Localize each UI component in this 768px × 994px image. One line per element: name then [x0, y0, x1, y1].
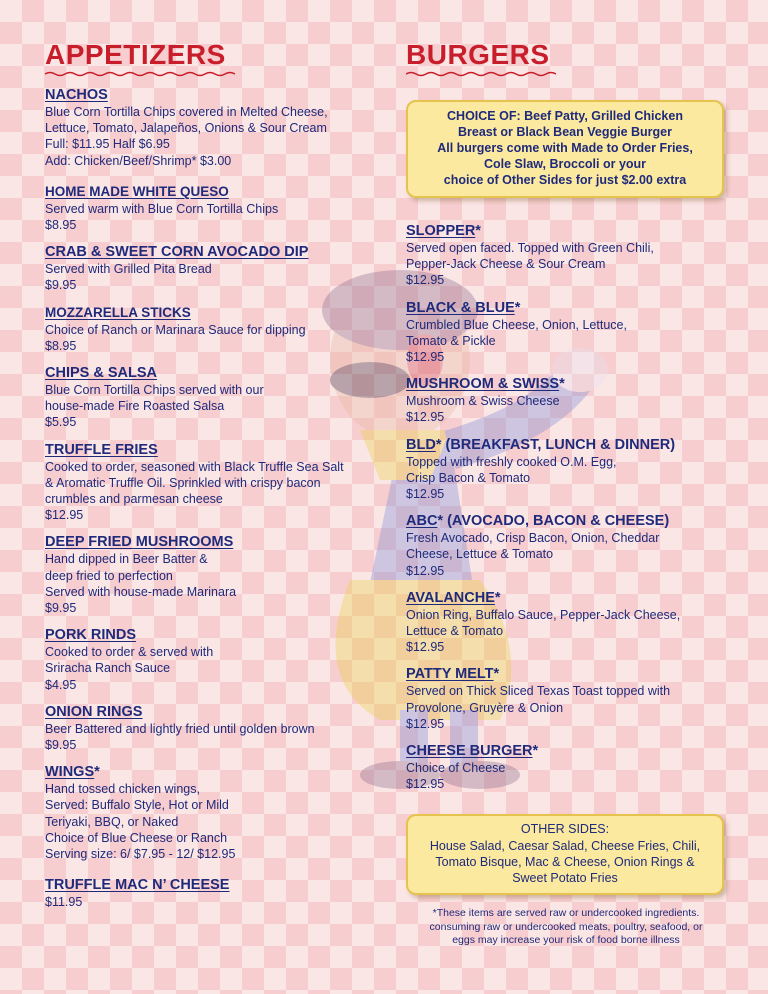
item-desc: $11.95	[45, 895, 83, 910]
menu-item-pork-rinds	[45, 626, 385, 693]
item-name-suffix: *	[514, 299, 521, 316]
item-name: PATTY MELT	[406, 666, 494, 683]
menu-item-white-queso	[45, 183, 385, 233]
item-name: CHIPS & SALSA	[45, 365, 157, 382]
menu-item-abc	[406, 512, 726, 579]
item-desc: Hand tossed chicken wings, Served: Buffalo Style, Hot or Mild Teriyaki, BBQ, or Naked Choice of Blue Cheese or Ranch Serving size: 6/ $7.95 - 12/ $12.95	[45, 782, 236, 862]
item-name-suffix: *	[559, 376, 565, 393]
item-desc: Fresh Avocado, Crisp Bacon, Onion, Cheddar Cheese, Lettuce & Tomato $12.95	[406, 531, 660, 578]
item-desc: Choice of Cheese $12.95	[406, 761, 506, 792]
item-desc: Blue Corn Tortilla Chips served with our house-made Fire Roasted Salsa $5.95	[45, 383, 264, 430]
item-name-suffix: *	[532, 743, 539, 760]
menu-item-onion-rings	[45, 703, 385, 753]
title-underline	[406, 71, 556, 77]
other-sides-box	[406, 814, 724, 895]
item-desc: Crumbled Blue Cheese, Onion, Lettuce, Tomato & Pickle $12.95	[406, 317, 627, 365]
item-desc: Cooked to order, seasoned with Black Truffle Sea Salt & Aromatic Truffle Oil. Sprinkled with crispy bacon crumbles and parmesan cheese $12.95	[45, 459, 344, 523]
item-name-suffix: *	[494, 589, 501, 606]
item-desc: Onion Ring, Buffalo Sauce, Pepper-Jack Cheese, Lettuce & Tomato $12.95	[406, 607, 681, 655]
item-name-suffix: * (BREAKFAST, LUNCH & DINNER)	[435, 436, 676, 453]
menu-item-mozzarella-sticks	[45, 304, 385, 354]
item-name: WINGS	[45, 764, 95, 781]
item-name: NACHOS	[45, 87, 108, 103]
item-name: TRUFFLE FRIES	[45, 441, 158, 458]
menu-item-chips-salsa	[45, 364, 385, 431]
item-name-suffix: * (AVOCADO, BACON & CHEESE)	[437, 513, 670, 530]
item-desc: Served on Thick Sliced Texas Toast topped with Provolone, Gruyère & Onion $12.95	[406, 684, 671, 731]
item-name: PORK RINDS	[45, 627, 137, 644]
item-name: MOZZARELLA STICKS	[45, 304, 191, 320]
item-desc: Served with Grilled Pita Bread $9.95	[45, 262, 212, 293]
item-name: DEEP FRIED MUSHROOMS	[45, 534, 234, 551]
item-desc: Hand dipped in Beer Batter & deep fried to perfection Served with house-made Marinara $9.95	[45, 552, 237, 616]
title-underline	[45, 71, 235, 77]
item-name: BLACK & BLUE	[406, 299, 515, 316]
item-desc: Topped with freshly cooked O.M. Egg, Crisp Bacon & Tomato $12.95	[406, 454, 617, 502]
menu-item-crab-dip	[45, 243, 385, 293]
item-desc: Blue Corn Tortilla Chips covered in Melted Cheese, Lettuce, Tomato, Jalapeños, Onions & Sour Cream Full: $11.95 Half $6.95 Add: Chicken/Beef/Shrimp* $3.00	[45, 105, 328, 168]
menu-item-truffle-mac	[45, 876, 385, 910]
menu-item-slopper	[406, 222, 726, 289]
menu-item-nachos	[45, 86, 385, 169]
item-name: SLOPPER	[406, 223, 476, 239]
menu-item-truffle-fries	[45, 441, 385, 524]
menu-item-wings	[45, 763, 385, 862]
burgers-title: BURGERS	[406, 39, 550, 70]
item-desc: Served open faced. Topped with Green Chili, Pepper-Jack Cheese & Sour Cream $12.95	[406, 241, 654, 288]
item-name-suffix: *	[475, 223, 481, 239]
item-name: ABC	[406, 513, 438, 530]
burgers-column	[406, 38, 726, 948]
menu-item-mushroom-swiss	[406, 375, 726, 425]
choice-text: CHOICE OF: Beef Patty, Grilled Chicken Breast or Black Bean Veggie Burger All burgers come with Made to Order Fries, Cole Slaw, Broccoli or your choice of Other Sides for just $2.00 extra	[437, 109, 693, 187]
item-name: TRUFFLE MAC N’ CHEESE	[45, 877, 230, 894]
raw-food-disclaimer: *These items are served raw or undercooked ingredients. consuming raw or undercooked meats, poultry, seafood, or eggs may increase your risk of food borne illness	[429, 907, 703, 947]
item-name: CHEESE BURGER	[406, 743, 533, 760]
item-name: AVALANCHE	[406, 589, 495, 606]
item-name-suffix: *	[94, 764, 100, 781]
item-name: CRAB & SWEET CORN AVOCADO DIP	[45, 244, 309, 261]
appetizers-column	[45, 38, 385, 921]
menu-item-bld	[406, 436, 726, 503]
item-desc: Beer Battered and lightly fried until golden brown $9.95	[45, 721, 315, 753]
item-desc: Cooked to order & served with Sriracha Ranch Sauce $4.95	[45, 645, 214, 692]
item-name: BLD	[406, 436, 436, 453]
item-desc: Mushroom & Swiss Cheese $12.95	[406, 394, 560, 425]
burger-choice-box	[406, 100, 724, 198]
menu-item-black-blue	[406, 299, 726, 366]
menu-item-deep-fried-mushrooms	[45, 533, 385, 616]
appetizers-title: APPETIZERS	[45, 39, 226, 70]
item-name: HOME MADE WHITE QUESO	[45, 183, 229, 199]
sides-text: OTHER SIDES: House Salad, Caesar Salad, Cheese Fries, Chili, Tomato Bisque, Mac & Cheese, Onion Rings & Sweet Potato Fries	[429, 822, 701, 886]
menu-item-patty-melt	[406, 665, 726, 732]
menu-item-cheese-burger	[406, 742, 726, 792]
item-name-suffix: *	[493, 666, 500, 683]
item-desc: Choice of Ranch or Marinara Sauce for dipping $8.95	[45, 322, 306, 353]
item-name: MUSHROOM & SWISS	[406, 376, 560, 393]
item-name: ONION RINGS	[45, 703, 143, 720]
menu-item-avalanche	[406, 589, 726, 656]
item-desc: Served warm with Blue Corn Tortilla Chips $8.95	[45, 201, 279, 233]
